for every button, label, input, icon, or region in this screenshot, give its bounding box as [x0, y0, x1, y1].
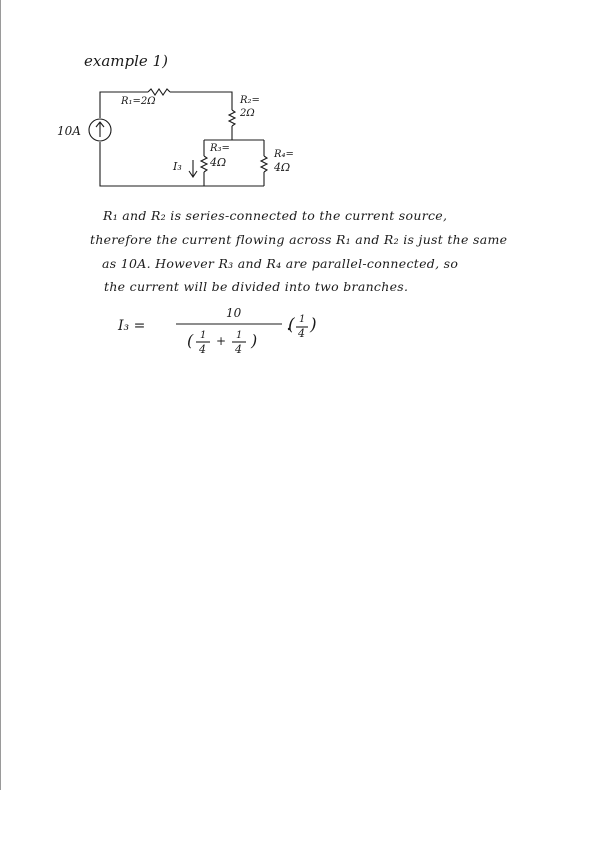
den-plus: + — [216, 334, 227, 348]
r1-label: R₁=2Ω — [121, 96, 156, 107]
factor-close-paren: ) — [310, 315, 317, 335]
explanation-line-1: R₁ and R₂ is series-connected to the current source, — [103, 208, 448, 223]
formula-numerator: 10 — [226, 306, 242, 320]
factor-den: 4 — [298, 327, 305, 340]
explanation-line-3: as 10A. However R₃ and R₄ are parallel-connected, so — [102, 256, 459, 271]
r2-label-top: R₂= — [240, 95, 260, 106]
den-term1-den: 4 — [199, 343, 206, 356]
i3-label: I₃ — [173, 160, 182, 173]
den-close-paren: ) — [251, 331, 258, 350]
example-heading: example 1) — [84, 52, 168, 70]
den-term1-num: 1 — [200, 330, 207, 341]
den-open-paren: ( — [187, 331, 194, 350]
r2-label-bottom: 2Ω — [240, 108, 255, 119]
r3-label-top: R₃= — [210, 143, 230, 154]
explanation-line-4: the current will be divided into two branches. — [104, 279, 409, 294]
r4-label-bottom: 4Ω — [274, 161, 291, 174]
r3-label-bottom: 4Ω — [210, 156, 227, 169]
r4-label-top: R₄= — [274, 149, 294, 160]
factor-num: 1 — [299, 314, 306, 325]
source-label: 10A — [57, 124, 81, 138]
factor-open-paren: ( — [288, 315, 295, 335]
explanation-line-2: therefore the current flowing across R₁ and R₂ is just the same — [90, 232, 508, 247]
den-term2-num: 1 — [236, 330, 243, 341]
den-term2-den: 4 — [235, 343, 242, 356]
formula-lhs: I₃ = — [118, 318, 146, 334]
